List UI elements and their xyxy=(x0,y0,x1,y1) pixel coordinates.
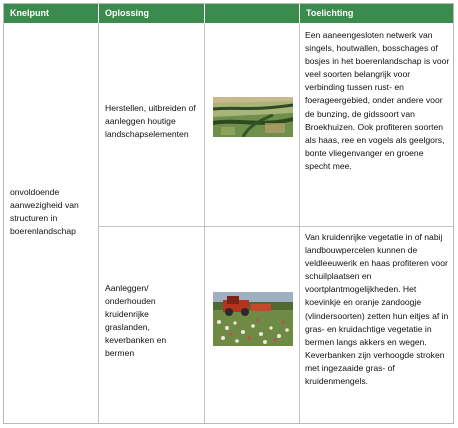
measures-table xyxy=(3,3,454,424)
toelichting-text-row1: Een aaneengesloten netwerk van singels, houtwallen, bosschages of bosjes in het boerenlandschap is voor veel soorten belangrijk voor verbinding tussen rust- en foerageergebied, onder andere voor de bunzing, de gidssoort van Broekhuizen. Ook profiteren soorten als haas, ree en vogels als geelgors, bonte vliegenvanger en groene specht mee. xyxy=(305,30,450,171)
landscape-hedgerow-photo xyxy=(213,97,293,137)
header-oplossing: Oplossing xyxy=(99,4,204,23)
oplossing-text-row1: Herstellen, uitbreiden of aanleggen houtige landschapselementen xyxy=(105,103,196,140)
row-divider xyxy=(99,226,453,227)
grid-line xyxy=(299,23,300,423)
flower-verge-tractor-photo xyxy=(213,292,293,346)
grid-line xyxy=(98,23,99,423)
oplossing-text-row2: Aanleggen/ onderhouden kruidenrijke graslanden, keverbanken en bermen xyxy=(105,283,167,359)
header-toelichting: Toelichting xyxy=(300,4,453,23)
grid-line xyxy=(204,23,205,423)
toelichting-text-row2: Van kruidenrijke vegetatie in of nabij landbouwpercelen kunnen de veldleeuwerik en haas profiteren voor schuilplaatsen en voortplantmogelijkheden. Het koevinkje en oranje zandoogje (vlindersoorten) zetten hun eitjes af in gras- en kruidachtige vegetatie in bermen langs akkers en wegen. Keverbanken zijn verhoogde stroken met ingezaaide gras- of kruidenmengels. xyxy=(305,232,449,387)
knelpunt-text: onvoldoende aanwezigheid van structuren in boerenlandschap xyxy=(10,187,79,237)
header-knelpunt: Knelpunt xyxy=(4,4,98,23)
header-image-column xyxy=(205,4,299,23)
